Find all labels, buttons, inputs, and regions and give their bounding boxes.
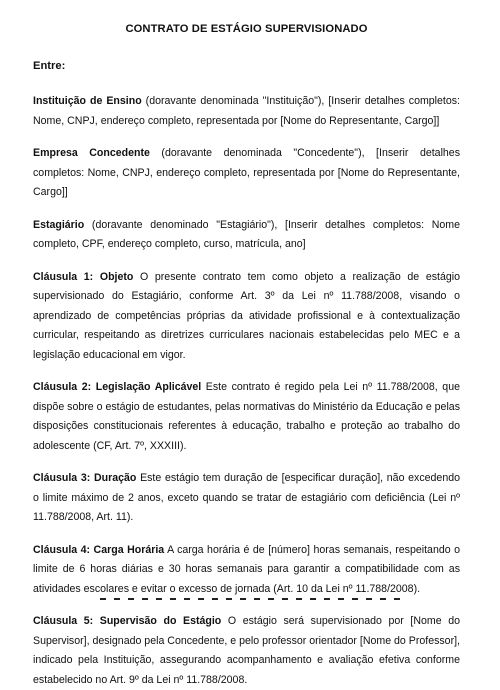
- next-line-cut-off: [100, 594, 400, 600]
- party-concedente: [33, 144, 460, 203]
- party-label: Instituição de Ensino: [33, 95, 142, 107]
- clause-label: Cláusula 3: Duração: [33, 472, 137, 484]
- clause-label: Cláusula 4: Carga Horária: [33, 543, 165, 556]
- party-label: Estagiário: [33, 218, 85, 231]
- clause-label: Cláusula 5: Supervisão do Estágio: [33, 615, 222, 627]
- clause-4-carga-horaria: [33, 541, 460, 600]
- party-estagiario: [33, 216, 460, 255]
- clause-text: Este estágio tem duração de [especificar duração], não excedendo o limite máximo de 2 anos, exceto quando se tratar de estagiário com deficiência (Lei nº 11.788/2008, Art. 11).: [33, 472, 460, 523]
- party-text: (doravante denominada "Concedente"), [Inserir detalhes completos: Nome, CNPJ, endereço completo, representada por [Nome do Representante, Cargo]]: [33, 147, 460, 198]
- clause-label: Cláusula 1: Objeto: [33, 270, 134, 283]
- party-text: (doravante denominado "Estagiário"), [Inserir detalhes completos: Nome completo, CPF, endereço completo, curso, matrícula, ano]: [33, 218, 460, 250]
- clause-text: A carga horária é de [número] horas semanais, respeitando o limite de 6 horas diárias e 30 horas semanais para garantir a compatibilidade com as atividades escolares e evitar o excesso de jornada (Art. 10 da Lei nº 11.788/2008).: [33, 543, 461, 595]
- title-text: CONTRATO DE ESTÁGIO SUPERVISIONADO: [125, 23, 368, 35]
- clause-text: O estágio será supervisionado por [Nome do Supervisor], designado pela Concedente, e pelo professor orientador [Nome do Professor], indicado pela Instituição, assegurando acompanhamento e avaliação efetiva conforme estabelecido no Art. 9º da Lei nº 11.788/2008.: [33, 615, 461, 686]
- parties-heading: Entre:: [33, 60, 66, 72]
- clause-5-supervisao: [33, 612, 460, 690]
- clause-label: Cláusula 2: Legislação Aplicável: [33, 381, 202, 393]
- party-instituicao: [33, 92, 460, 131]
- clause-3-duracao: [33, 469, 460, 528]
- party-text: (doravante denominada "Instituição"), [Inserir detalhes completos: Nome, CNPJ, endereço completo, representada por [Nome do Representante, Cargo]]: [33, 95, 460, 127]
- party-label: Empresa Concedente: [33, 147, 150, 159]
- clause-text: O presente contrato tem como objeto a realização de estágio supervisionado do Estagiário, conforme Art. 3º da Lei nº 11.788/2008, visando o aprendizado de competências próprias da atividade profissional e à contextualização curricular, respeitando as diretrizes curriculares nacionais estabelecidas pelo MEC e a legislação educacional em vigor.: [33, 270, 460, 361]
- clause-2-legislacao: [33, 378, 460, 456]
- clause-text: Este contrato é regido pela Lei nº 11.788/2008, que dispõe sobre o estágio de estudantes, pelas normativas do Ministério da Educação e pelas disposições constitucionais referentes à educação, trabalho e proteção ao trabalho do adolescente (CF, Art. 7º, XXXIII).: [33, 381, 460, 452]
- clause-1-objeto: [33, 268, 460, 366]
- document-title: [33, 0, 460, 39]
